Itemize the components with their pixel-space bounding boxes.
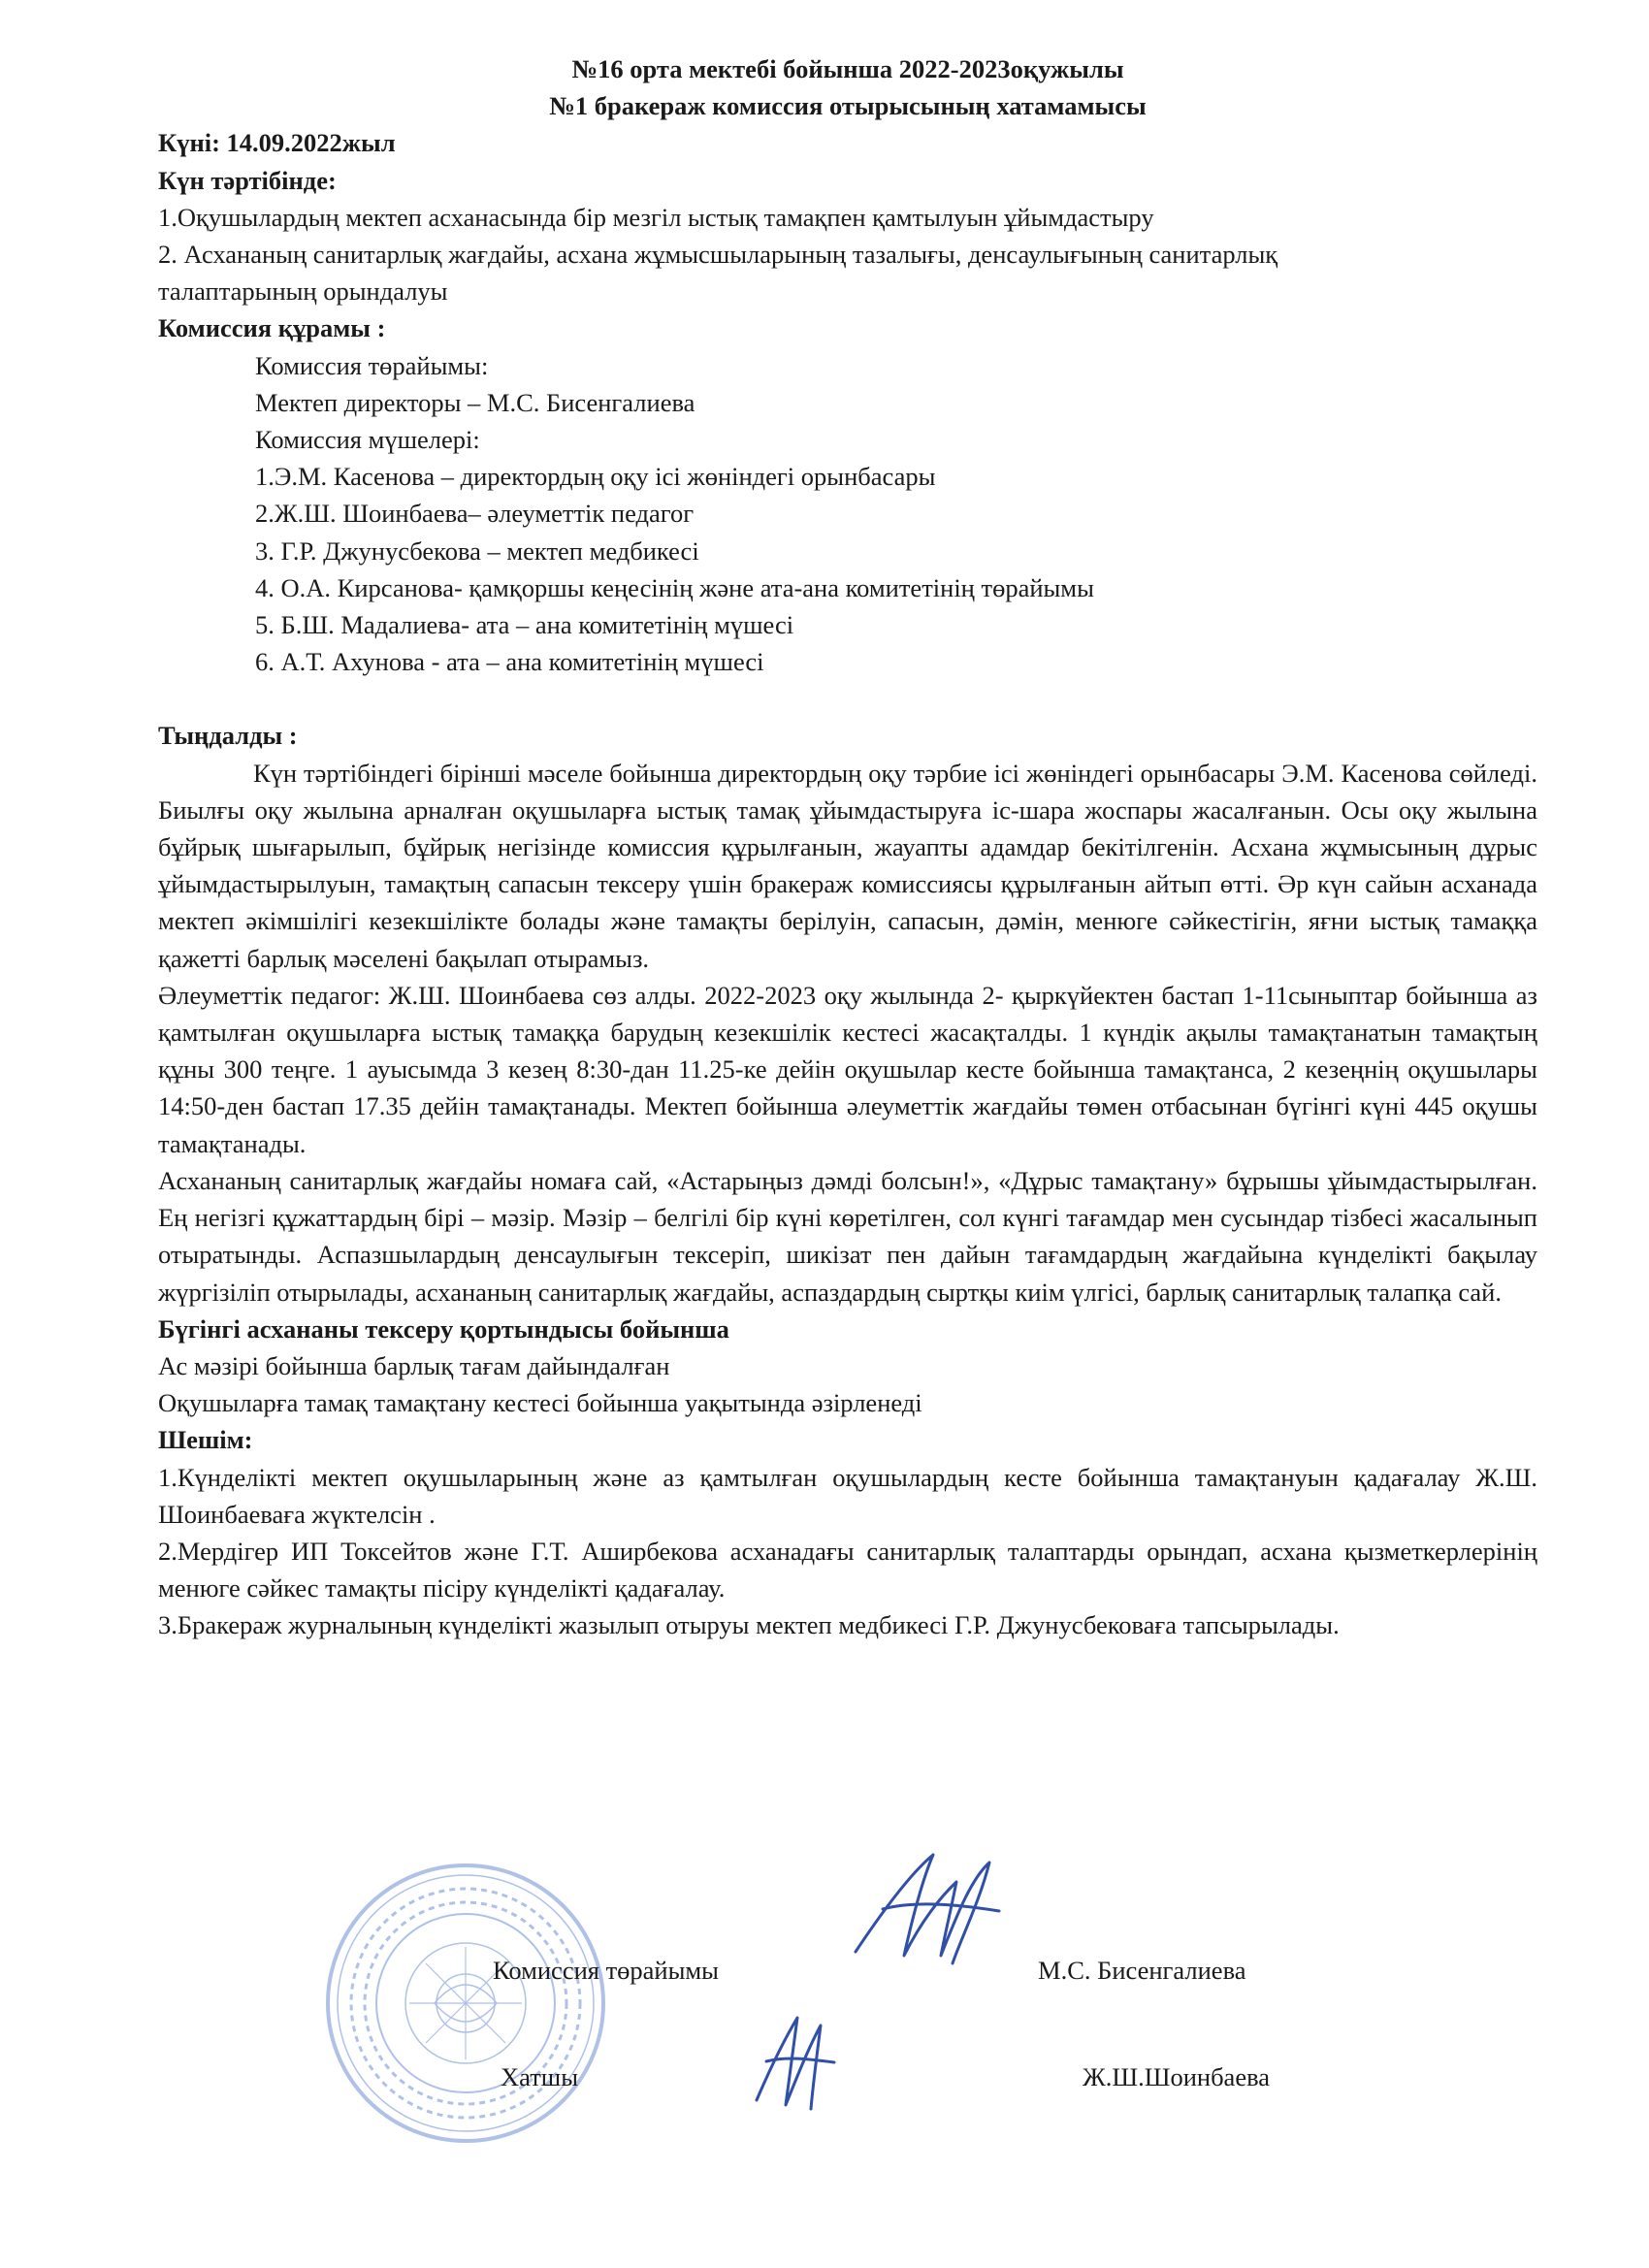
secretary-signature	[747, 2008, 844, 2115]
document-title-line-1: №16 орта мектебі бойынша 2022-2023оқужылы	[571, 54, 1124, 83]
commission-heading: Комиссия құрамы :	[158, 313, 386, 343]
commission-member: 1.Э.М. Касенова – директордың оқу ісі жөніндегі орынбасары	[255, 462, 936, 492]
commission-chair: Мектеп директоры – М.С. Бисенгалиева	[255, 387, 695, 417]
inspection-heading: Бүгінгі асхананы тексеру қортындысы бойынша	[158, 1313, 729, 1344]
heard-paragraph-2: Әлеуметтік педагог: Ж.Ш. Шоинбаева сөз алды. 2022-2023 оқу жылында 2- қыркүйектен бастап 1-11сыныптар бойынша аз қамтылған оқушыларға ыстық тамаққа барудың кезекшілік кестесі жасақталды. 1 күндік ақылы тамақтанатын тамақтың құны 300 теңге. 1 ауысымда 3 кезең 8:30-дан 11.25-ке дейін оқушылар кесте бойынша тамақтанса, 2 кезеңнің оқушылары 14:50-ден бастап 17.35 дейін тамақтанады. Мектеп бойынша әлеуметтік жағдайы төмен отбасынан бүгінгі күні 445 оқушы тамақтанады.	[158, 980, 1537, 1158]
decision-item-1: 1.Күнделікті мектеп оқушыларының және аз қамтылған оқушылардың кесте бойынша тамақтануын қадағалау Ж.Ш. Шоинбаеваға жүктелсін .	[158, 1462, 1537, 1529]
chair-role-label: Комиссия төрайымы	[493, 1956, 719, 1985]
commission-member: 2.Ж.Ш. Шоинбаева– әлеуметтік педагог	[255, 499, 695, 529]
chair-name: М.С. Бисенгалиева	[1038, 1956, 1246, 1985]
heard-heading: Тыңдалды :	[158, 721, 298, 751]
decision-item-3: 3.Бракераж журналының күнделікті жазылып отыруы мектеп медбикесі Г.Р. Джунусбековаға тапсырылады.	[158, 1610, 1340, 1640]
official-seal-stamp	[320, 1858, 611, 2149]
agenda-item-1: 1.Оқушылардың мектеп асханасында бір мезгіл ыстық тамақпен қамтылуын ұйымдастыру	[158, 202, 1154, 232]
heard-paragraph-1: Күн тәртібіндегі бірінші мәселе бойынша директордың оқу тәрбие ісі жөніндегі орынбасары Э.М. Касенова сөйледі. Биылғы оқу жылына арналған оқушыларға ыстық тамақ ұйымдастыруға іс-шара жоспары жасалғанын. Осы оқу жылына бұйрық шығарылып, бұйрық негізінде комиссия құрылғанын, жауапты адамдар бекітілгенін. Асхана жұмысының дұрыс ұйымдастырылуын, тамақтың сапасын тексеру үшін бракераж комиссиясы құрылғанын айтып өтті. Әр күн сайын асханада мектеп әкімшілігі кезекшілікте болады және тамақты берілуін, сапасын, дәмін, менюге сәйкестігін, яғни ыстық тамаққа қажетті барлық мәселені бақылап отырамыз.	[158, 758, 1537, 973]
secretary-role-label: Хатшы	[501, 2062, 579, 2091]
meeting-date: Күні: 14.09.2022жыл	[158, 128, 396, 158]
document-body	[158, 50, 1537, 1644]
commission-member: 6. А.Т. Ахунова - ата – ана комитетінің мүшесі	[255, 647, 764, 677]
commission-member: 5. Б.Ш. Мадалиева- ата – ана комитетінің мүшесі	[255, 610, 794, 640]
secretary-name: Ж.Ш.Шоинбаева	[1083, 2062, 1271, 2091]
commission-chair-label: Комиссия төрайымы:	[255, 350, 489, 380]
inspection-line-1: Ас мәзірі бойынша барлық тағам дайындалған	[158, 1350, 670, 1380]
agenda-heading: Күн тәртібінде:	[158, 165, 337, 195]
heard-paragraph-3: Асхананың санитарлық жағдайы номаға сай, «Астарыңыз дәмді болсын!», «Дұрыс тамақтану» бұрышы ұйымдастырылған. Ең негізгі құжаттардың бірі – мәзір. Мәзір – белгілі бір күні көретілген, сол күнгі тағамдар мен сусындар тізбесі жасалынып отыратынды. Аспазшылардың денсаулығын тексеріп, шикізат пен дайын тағамдардың жағдайына күнделікті бақылау жүргізіліп отырылады, асхананың санитарлық жағдайы, аспаздардың сыртқы киім үлгісі, барлық санитарлық талапқа сай.	[158, 1165, 1537, 1307]
agenda-item-2: 2. Асхананың санитарлық жағдайы, асхана жұмысшыларының тазалығы, денсаулығының санитарлық талаптарының орындалуы	[158, 240, 1278, 307]
commission-members-label: Комиссия мүшелері:	[255, 425, 480, 455]
decision-item-2: 2.Мердігер ИП Токсейтов және Г.Т. Аширбекова асханадағы санитарлық талаптарды орындап, асхана қызметкерлерінің менюге сәйкес тамақты пісіру күнделікті қадағалау.	[158, 1536, 1537, 1604]
inspection-line-2: Оқушыларға тамақ тамақтану кестесі бойынша уақытында әзірленеді	[158, 1388, 922, 1418]
decision-heading: Шешім:	[158, 1425, 253, 1455]
commission-member: 4. О.А. Кирсанова- қамқоршы кеңесінің және ата-ана комитетінің төрайымы	[255, 572, 1094, 602]
chair-signature	[844, 1843, 1009, 1969]
commission-member: 3. Г.Р. Джунусбекова – мектеп медбикесі	[255, 535, 699, 566]
document-title-line-2: №1 бракераж комиссия отырысының хатамамысы	[549, 91, 1147, 121]
